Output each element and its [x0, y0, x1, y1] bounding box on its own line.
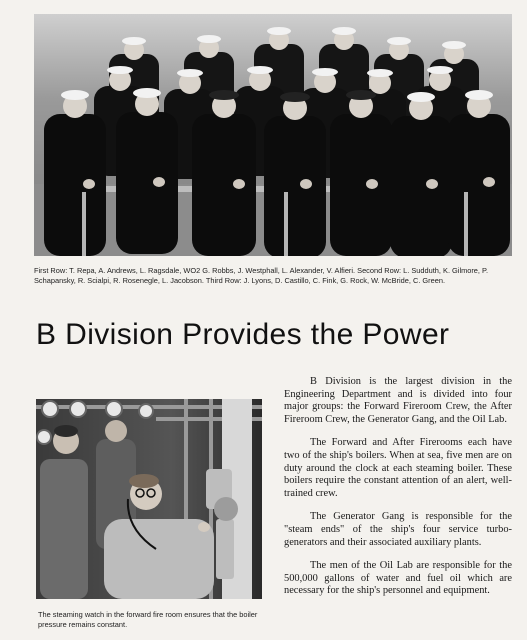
article-paragraph: The men of the Oil Lab are responsible for the 500,000 gallons of water and fuel oil which are necessary for the ship's personnel and equipment.: [284, 560, 512, 597]
article-paragraph: The Generator Gang is responsible for the "steam ends" of the ship's four service turbo-generators and their associated auxiliary plants.: [284, 511, 512, 548]
article-body: [284, 376, 512, 609]
engine-room-image: [36, 399, 262, 599]
article-paragraph: B Division is the largest division in the Engineering Department and is divided into four major groups: the Forward Fireroom Crew, the After Fireroom Crew, the Generator Gang, and the Oil Lab.: [284, 376, 512, 425]
engine-room-caption: The steaming watch in the forward fire room ensures that the boiler pressure remains constant.: [38, 610, 258, 629]
engine-room-photo: [36, 399, 262, 599]
group-photo-image: [34, 14, 512, 256]
headline: B Division Provides the Power: [36, 318, 450, 351]
group-photo: [34, 14, 512, 256]
group-photo-caption: First Row: T. Repa, A. Andrews, L. Ragsdale, WO2 G. Robbs, J. Westphall, L. Alexander, V. Alfieri. Second Row: L. Sudduth, K. Gilmore, P. Schapansky, R. Scialpi, R. Rosenegle, L. Jacobson. Third Row: J. Lyons, D. Castillo, C. Fink, G. Rock, W. McBride, C. Green.: [34, 266, 489, 285]
article-paragraph: The Forward and After Firerooms each have two of the ship's boilers. When at sea, five men are on duty around the clock at each steaming boiler. These boilers require the constant attention of an alert, well-trained crew.: [284, 437, 512, 499]
